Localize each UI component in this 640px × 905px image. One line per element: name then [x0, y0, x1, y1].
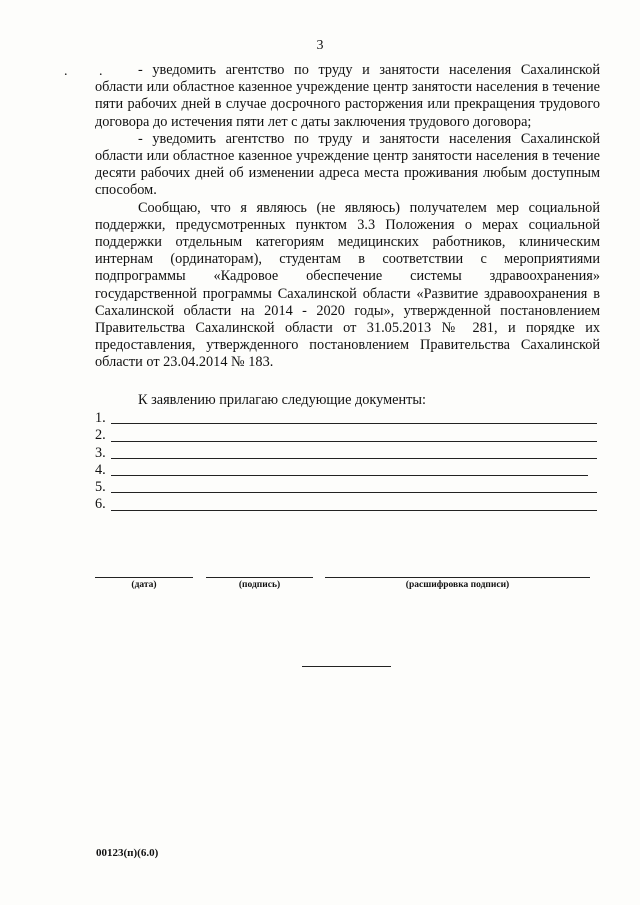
date-field-line[interactable] — [95, 577, 193, 578]
attachment-line[interactable] — [95, 496, 600, 513]
attachment-line[interactable] — [95, 462, 600, 479]
signature-label: (подпись) — [238, 580, 281, 590]
paragraph-notify-address: - уведомить агентство по труду и занятости населения Сахалинской области или областное казенное учреждение центр занятости населения в течение десяти рабочих дней об изменении адреса места проживания любым доступным способом. — [95, 130, 600, 199]
attachment-number: 1. — [95, 410, 106, 426]
attachment-line[interactable] — [95, 410, 600, 427]
attachment-list — [95, 410, 600, 514]
page-number: 3 — [316, 38, 324, 53]
attachment-fill-line — [111, 423, 597, 424]
attachment-number: 3. — [95, 444, 106, 461]
attachment-fill-line — [111, 510, 597, 511]
body-text — [95, 62, 600, 372]
signature-decode-label: (расшифровка подписи) — [405, 580, 510, 590]
attachment-line[interactable] — [95, 479, 600, 496]
signature-block — [95, 566, 600, 606]
attachment-number: 5. — [95, 479, 106, 496]
signature-decode-field-line[interactable] — [325, 577, 590, 578]
paragraph-support-status: Сообщаю, что я являюсь (не являюсь) получателем мер социальной поддержки, предусмотренных пунктом 3.3 Положения о мерах социальной поддержки отдельным категориям медицинских работников, клиническим интернам (ординаторам), студентам в соответствии с мероприятиями подпрограммы «Кадровое обеспечение системы здравоохранения» государственной программы Сахалинской области «Развитие здравоохранения в Сахалинской области на 2014 - 2020 годы», утвержденной постановлением Правительства Сахалинской области от 31.05.2013 № 281, и порядке их предоставления, утвержденного постановлением Правительства Сахалинской области от 23.04.2014 № 183. — [95, 199, 600, 371]
margin-marks: . . — [64, 64, 117, 79]
attachment-fill-line — [111, 475, 588, 476]
attachment-number: 4. — [95, 461, 106, 478]
attachment-line[interactable] — [95, 427, 600, 444]
footer-code: 00123(п)(6.0) — [96, 847, 159, 859]
attachment-number: 2. — [95, 427, 106, 444]
attachment-line[interactable] — [95, 445, 600, 462]
attachments-lead: К заявлению прилагаю следующие документы: — [138, 392, 426, 408]
paragraph-notify-termination: - уведомить агентство по труду и занятости населения Сахалинской области или областное казенное учреждение центр занятости населения в течение пяти рабочих дней в случае досрочного расторжения или прекращения трудового договора до истечения пяти лет с даты заключения трудового договора; — [95, 62, 600, 130]
attachments-section — [95, 392, 600, 409]
attachment-number: 6. — [95, 496, 106, 513]
attachment-fill-line — [111, 441, 597, 442]
end-separator — [302, 666, 391, 667]
date-label: (дата) — [131, 580, 157, 590]
signature-field-line[interactable] — [206, 577, 313, 578]
attachment-fill-line — [111, 492, 597, 493]
attachment-fill-line — [111, 458, 597, 459]
